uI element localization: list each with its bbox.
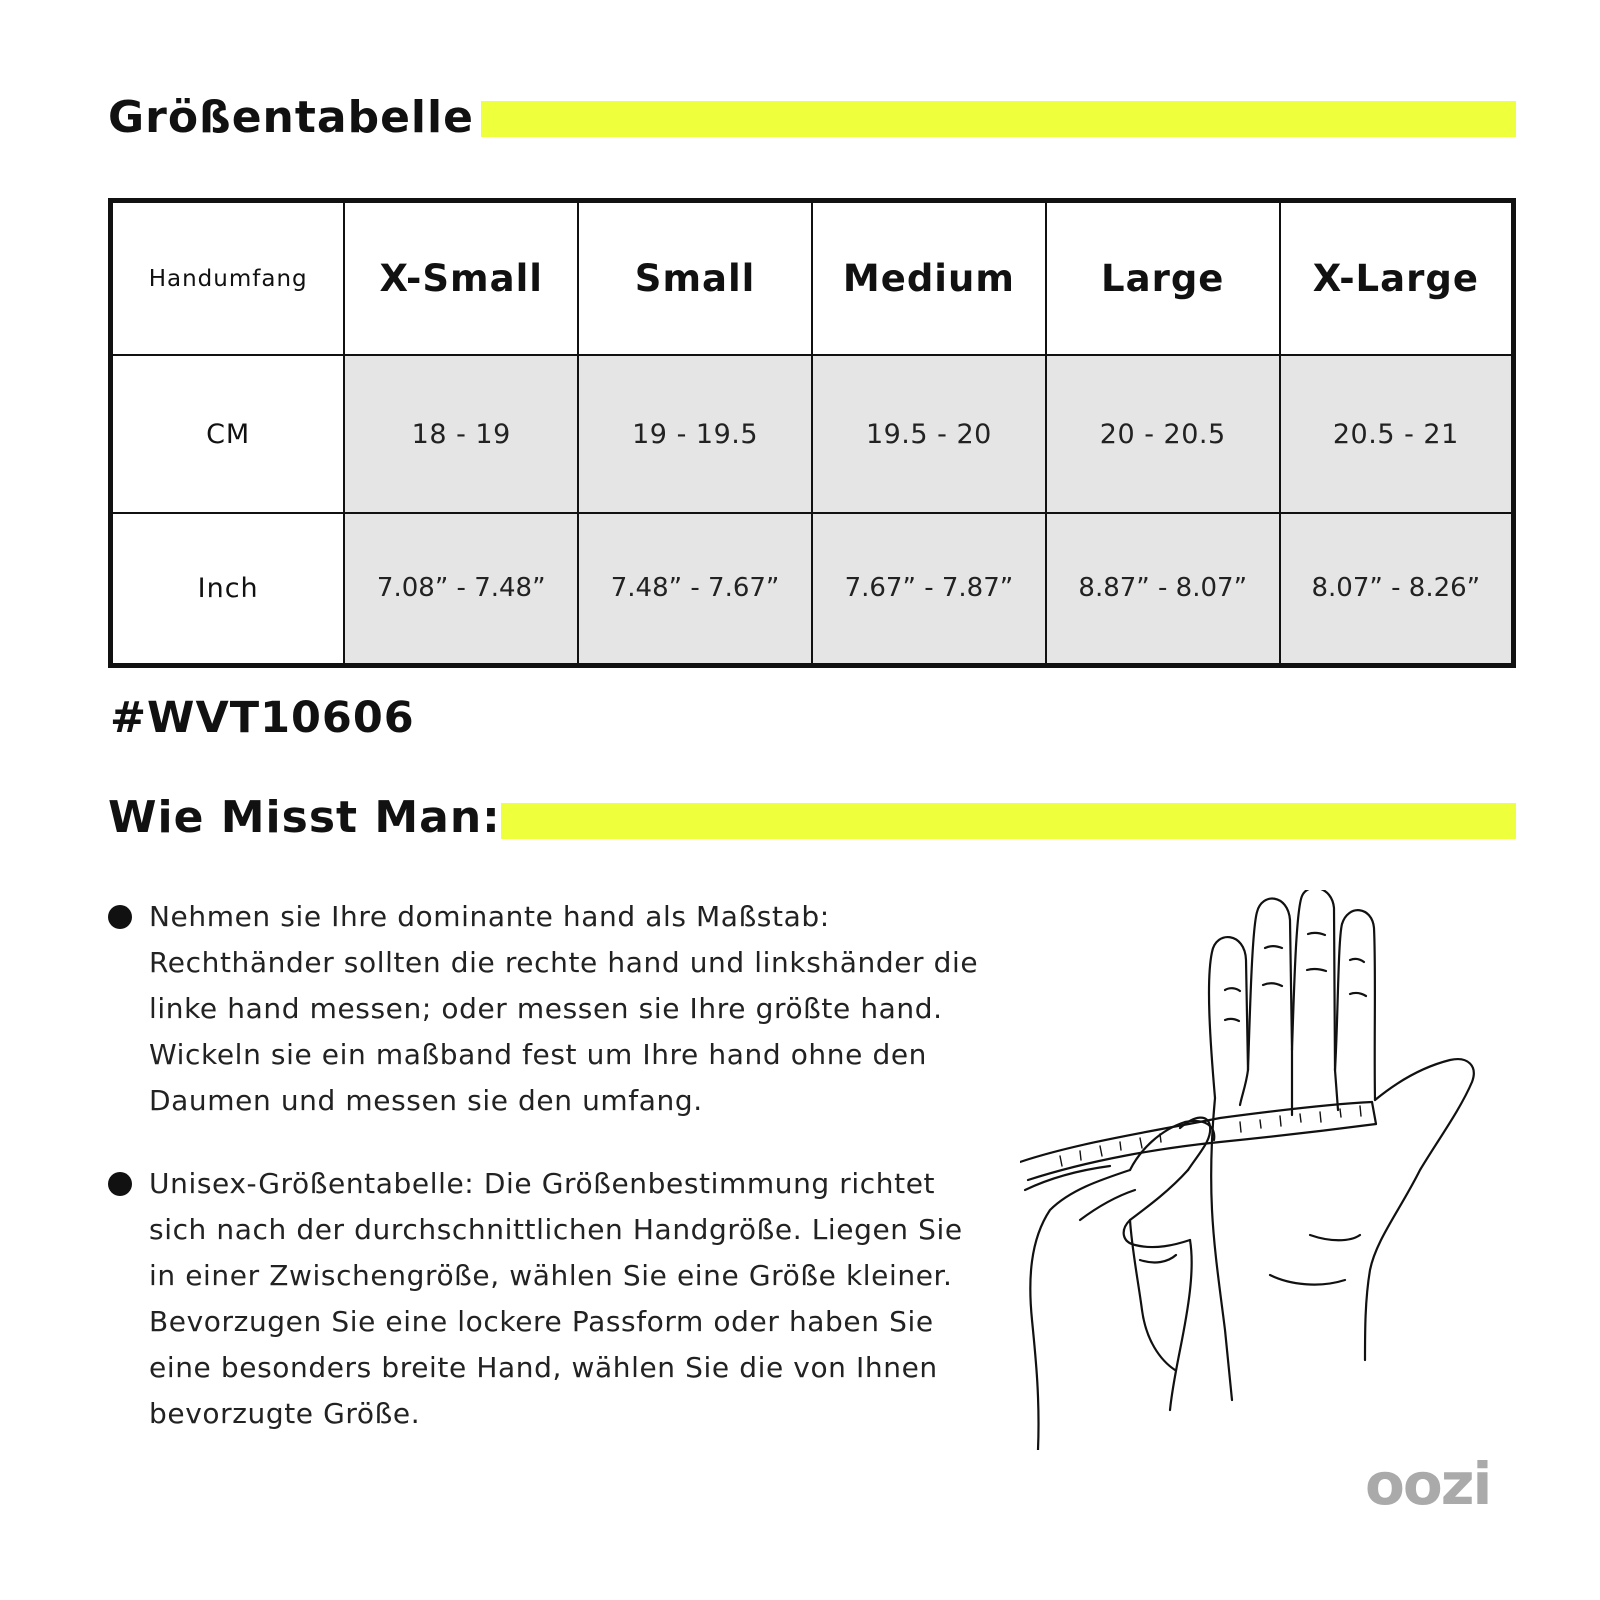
table-cell: 7.08” - 7.48”: [344, 513, 578, 666]
table-cell: 8.07” - 8.26”: [1280, 513, 1514, 666]
table-cell: 8.87” - 8.07”: [1046, 513, 1280, 666]
title-accent-bar: [501, 803, 1516, 839]
table-row: [111, 355, 1514, 513]
bullet-icon: [108, 1172, 132, 1196]
table-row: [111, 513, 1514, 666]
table-header-row: [111, 201, 1514, 356]
table-cell: 20.5 - 21: [1280, 355, 1514, 513]
size-header: Small: [578, 201, 812, 356]
table-cell: 19.5 - 20: [812, 355, 1046, 513]
bullet-icon: [108, 905, 132, 929]
size-header: Medium: [812, 201, 1046, 356]
brand-logo: oozi: [1365, 1450, 1491, 1518]
size-header: X-Large: [1280, 201, 1514, 356]
table-cell: 18 - 19: [344, 355, 578, 513]
instruction-text: Unisex-Größentabelle: Die Größenbestimmung richtet sich nach der durchschnittlichen Handgröße. Liegen Sie in einer Zwischengröße, wählen Sie eine Größe kleiner. Bevorzugen Sie eine lockere Passform oder haben Sie eine besonders breite Hand, wählen Sie die von Ihnen bevorzugte Größe.: [149, 1167, 963, 1430]
row-label: Inch: [111, 513, 345, 666]
size-chart-table: [108, 198, 1516, 668]
instruction-text: Nehmen sie Ihre dominante hand als Maßstab: Rechthänder sollten die rechte hand und linkshänder die linke hand messen; oder messen sie Ihre größte hand. Wickeln sie ein maßband fest um Ihre hand ohne den Daumen und messen sie den umfang.: [149, 900, 979, 1117]
how-to-measure-title: Wie Misst Man:: [108, 792, 501, 843]
table-cell: 7.67” - 7.87”: [812, 513, 1046, 666]
size-chart-title: Größentabelle: [108, 92, 474, 143]
row-label: CM: [111, 355, 345, 513]
table-cell: 7.48” - 7.67”: [578, 513, 812, 666]
size-header: Large: [1046, 201, 1280, 356]
hand-measuring-tape-icon: [1020, 890, 1510, 1450]
product-code: #WVT10606: [110, 693, 415, 743]
table-cell: 19 - 19.5: [578, 355, 812, 513]
title-accent-bar: [481, 101, 1516, 137]
corner-label: Handumfang: [111, 201, 345, 356]
table-cell: 20 - 20.5: [1046, 355, 1280, 513]
size-header: X-Small: [344, 201, 578, 356]
